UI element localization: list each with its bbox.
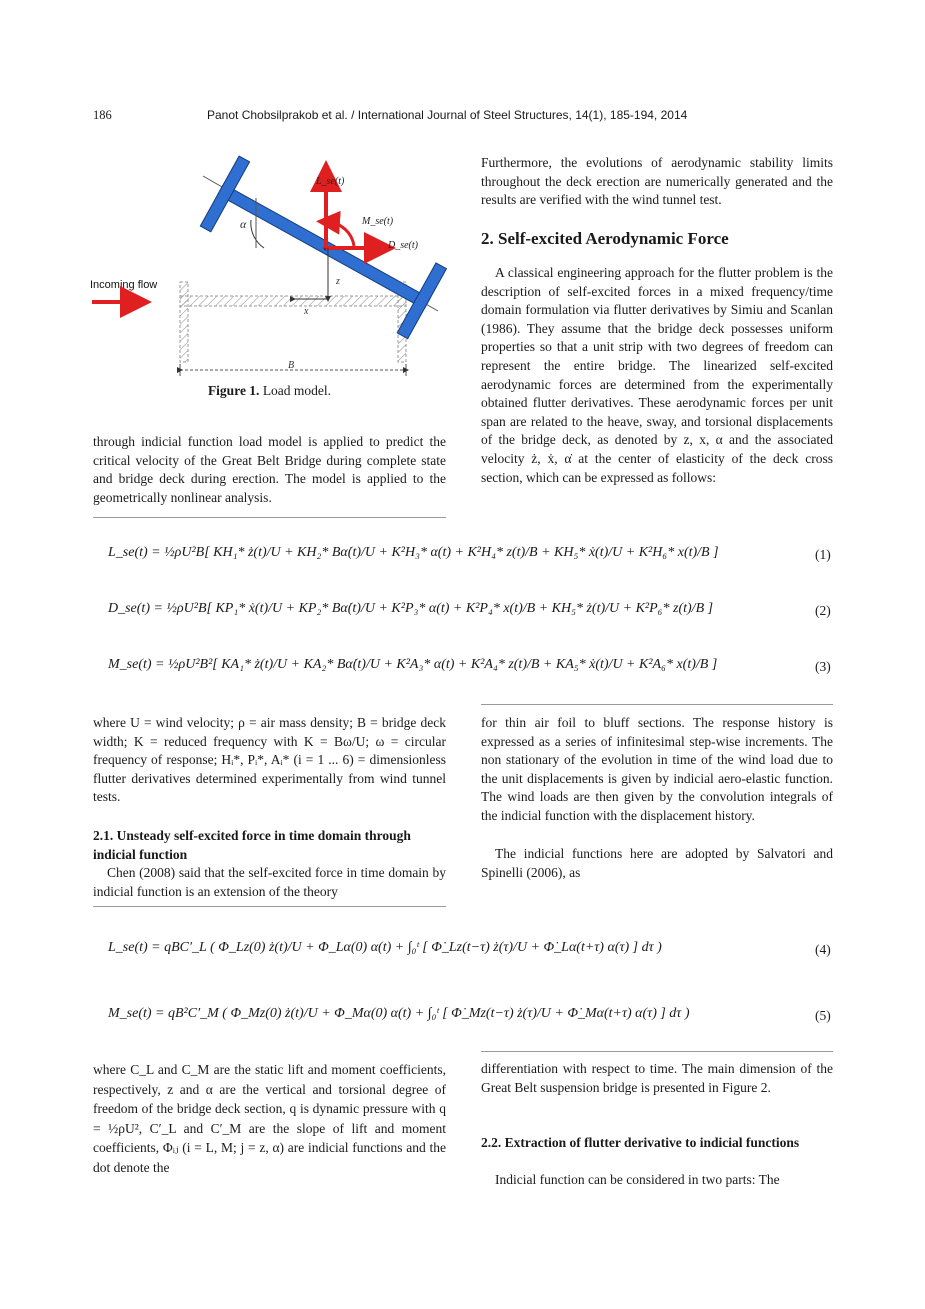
equation-3: M_se(t) = ½ρU²B²[ KA₁* ż(t)/U + KA₂* Bα̇(t)/U + K²A₃* α(t) + K²A₄* z(t)/B + KA₅* ẋ(t)/U + K²A₆* x(t)/B ] [108,657,718,672]
equation-4: L_se(t) = qBC′_L ( Φ_Lz(0) ż(t)/U + Φ_Lα(0) α(t) + ∫₀ᵗ [ Φ̇_Lz(t−τ) ż(τ)/U + Φ̇_Lα(t+τ) α(τ) ] dτ ) [108,940,662,955]
running-head: Panot Chobsilprakob et al. / International Journal of Steel Structures, 14(1), 185-194, 2014 [207,108,688,122]
equation-4-number: (4) [815,942,831,957]
figure-caption [93,383,446,399]
right-col-top-text: Furthermore, the evolutions of aerodynamic stability limits throughout the deck erection are numerically generated and the results are verified with the wind tunnel test. [481,155,833,208]
equation-2: D_se(t) = ½ρU²B[ KP₁* ẋ(t)/U + KP₂* Bα̇(t)/U + K²P₃* α(t) + K²P₄* x(t)/B + KH₅* ż(t)/U + K²P₆* z(t)/B ] [108,601,714,616]
section-2-title: 2. Self-excited Aerodynamic Force [481,229,729,248]
static-deck-outline [180,282,406,362]
subsection-2-1-paragraph: Chen (2008) said that the self-excited force in time domain by indicial function is an extension of the theory [93,865,446,899]
b-label: B [288,360,295,371]
moment-label: M_se(t) [362,216,394,227]
section-2-paragraph: A classical engineering approach for the flutter problem is the description of self-excited forces in a mixed frequency/time domain formulation via flutter derivatives by Simiu and Scanlan (1986). They assume that the bridge deck possesses uniform properties so that a unit strip with two degrees of freedom can represent the entire bridge. The linearized self-excited aerodynamic forces are determined from the experimentally obtained flutter derivatives. These aerodynamic forces per unit span are related to the heave, sway, and torsional displacements of the bridge deck, as denoted by z, x, α and the associated velocity ż, ẋ, α̇ at the center of elasticity of the deck cross section, which can be expressed as follows: [481,265,833,485]
subsection-2-2-paragraph: Indicial function can be considered in two parts: The [495,1172,780,1187]
equation-2-number: (2) [815,603,831,618]
left-col-top-text: through indicial function load model is applied to predict the critical velocity of the Great Belt Bridge during complete state and bridge deck during erection. The model is applied to the geometrically nonlinear analysis. [93,434,446,505]
subsection-2-2-title: 2.2. Extraction of flutter derivative to indicial functions [481,1135,800,1150]
page-number: 186 [93,108,112,122]
right-rule-2 [481,1051,833,1052]
figure-caption-label: Figure 1. [207,383,260,398]
equation-1: L_se(t) = ½ρU²B[ KH₁* ż(t)/U + KH₂* Bα̇(t)/U + K²H₃* α(t) + K²H₄* z(t)/B + KH₅* ẋ(t)/U + K²H₆* x(t)/B ] [108,545,719,560]
z-label: z [336,276,340,287]
where-block-1: where U = wind velocity; ρ = air mass density; B = bridge deck width; K = reduced frequency with K = Bω/U; ω = circular frequency of response; Hᵢ*, Pᵢ*, Aᵢ* (i = 1 ... 6) = dimensionless flutter derivatives determined experimentally from wind tunnel tests. [93,715,446,805]
x-label: x [304,306,309,317]
subsection-2-1-title: 2.1. Unsteady self-excited force in time domain through indicial function [93,828,411,862]
left-rule-2 [93,906,446,907]
right-bottom-paragraph: differentiation with respect to time. The main dimension of the Great Belt suspension bridge is presented in Figure 2. [481,1061,833,1095]
where-block-2: where C_L and C_M are the static lift and moment coefficients, respectively, z and α are the vertical and torsional degree of freedom of the bridge deck section, q is dynamic pressure with q = ½ρU², C′_L and C′_M are the slope of lift and moment coefficients, Φᵢⱼ (i = L, M; j = z, α) are indicial functions and the dot denote the [93,1062,446,1175]
drag-label: D_se(t) [388,240,418,251]
figure-load-model [88,136,468,386]
equation-5-number: (5) [815,1008,831,1023]
equation-3-number: (3) [815,659,831,674]
left-rule-1 [93,517,446,518]
right-mid-paragraph-1: for thin air foil to bluff sections. The response history is expressed as a series of infinitesimal step-wise increments. The non stationary of the evolution in time of the wind load due to the unit displacements is given by indicial aero-elastic function. The wind loads are then given by the convolution integrals of the indicial function with the displacement history. [481,715,833,823]
moment-arrow [328,222,354,246]
lift-label: L_se(t) [316,176,345,187]
alpha-label: α [240,217,247,231]
figure-caption-text: Load model. [262,383,332,398]
incoming-flow-label: Incoming flow [90,279,158,291]
equation-1-number: (1) [815,547,831,562]
equation-5: M_se(t) = qB²C′_M ( Φ_Mz(0) ż(t)/U + Φ_Mα(0) α(t) + ∫₀ᵗ [ Φ̇_Mz(t−τ) ż(τ)/U + Φ̇_Mα(t+τ) α(τ) ] dτ ) [108,1006,690,1021]
right-mid-paragraph-2: The indicial functions here are adopted by Salvatori and Spinelli (2006), as [481,846,833,880]
right-rule-1 [481,704,833,705]
